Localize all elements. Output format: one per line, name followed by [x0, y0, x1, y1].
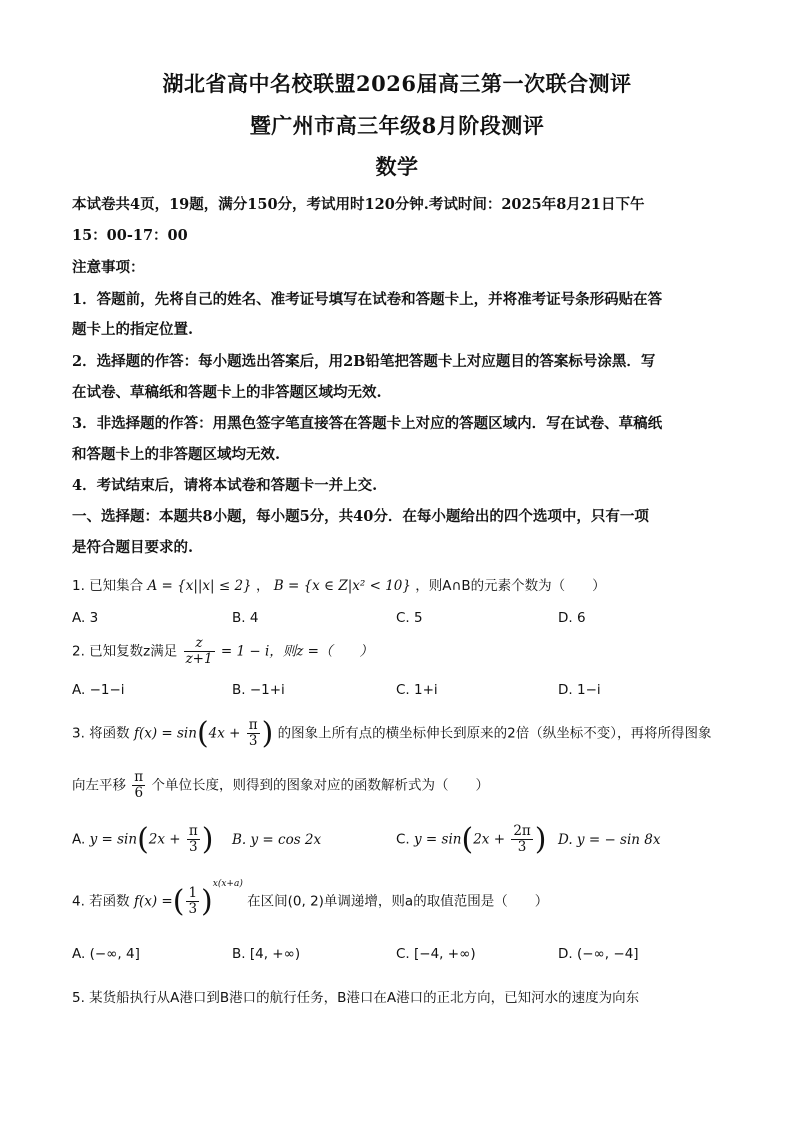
q3-option-c	[396, 822, 547, 857]
q4-option-b: B. [4, +∞)	[232, 946, 301, 962]
q2-numerator: z	[184, 636, 215, 652]
notice-3b: 和答题卡上的非答题区域均无效.	[72, 446, 281, 463]
intro-line-1: 本试卷共4页，19题，满分150分，考试用时120分钟.考试时间：2025年8月21日下午	[72, 196, 645, 213]
q3-pi-fraction	[247, 718, 260, 749]
q4-option-a: A. (−∞, 4]	[72, 946, 140, 962]
q3-line2b: 个单位长度，则得到的图象对应的函数解析式为（ ）	[151, 777, 489, 794]
q3-option-a-num: π	[188, 823, 198, 839]
q1-option-b: B. 4	[232, 610, 259, 626]
q4-base-fraction	[186, 886, 199, 917]
q3-prefix: 3. 将函数	[72, 725, 130, 742]
notice-1a: 1．答题前，先将自己的姓名、准考证号填写在试卷和答题卡上，并将准考证号条形码贴在答	[72, 291, 663, 308]
q3-option-c-arg: 2x +	[473, 831, 506, 848]
q3-open-paren: (	[196, 716, 209, 751]
question-5: 5. 某货船执行从A港口到B港口的航行任务，B港口在A港口的正北方向，已知河水的速度为向东	[72, 990, 640, 1006]
q3-option-a-den: 3	[189, 839, 198, 855]
notice-3a: 3．非选择题的作答：用黑色签字笔直接答在答题卡上对应的答题区域内．写在试卷、草稿纸	[72, 415, 663, 432]
q3-func: f(x) = sin	[133, 725, 197, 742]
q1-option-d: D. 6	[558, 610, 586, 626]
q3-option-b: B. y = cos 2x	[232, 832, 322, 848]
q3-option-c-open: (	[461, 822, 474, 857]
q3-option-d: D. y = − sin 8x	[558, 832, 661, 848]
q1-set-b: B = {x ∈ Z|x² < 10}	[273, 578, 411, 594]
notice-2b: 在试卷、草稿纸和答题卡上的非答题区域均无效.	[72, 384, 382, 401]
question-3	[72, 716, 712, 751]
q2-rhs: = 1 − i，则z =（ ）	[220, 643, 373, 660]
q3-option-c-label: C.	[396, 831, 410, 848]
q3-option-a	[72, 822, 213, 857]
q3-option-a-expr: y = sin	[89, 831, 138, 848]
q3-shift-den: 6	[134, 785, 144, 801]
q2-fraction	[184, 636, 215, 667]
q4-base-num: 1	[188, 885, 198, 901]
q2-option-b: B. −1+i	[232, 682, 285, 698]
q3-option-a-open: (	[137, 822, 149, 857]
exam-subtitle: 暨广州市高三年级8月阶段测评	[249, 113, 545, 138]
q4-base-den: 3	[188, 901, 198, 917]
question-4	[72, 879, 549, 919]
q1-option-c: C. 5	[396, 610, 423, 626]
q3-option-c-fraction	[511, 824, 532, 855]
q3-option-a-label: A.	[72, 831, 86, 848]
q3-option-c-den: 3	[517, 839, 527, 855]
q3-line2a: 向左平移	[72, 777, 126, 794]
q4-open-paren: (	[172, 884, 185, 919]
q1-suffix: ，则A∩B的元素个数为（ ）	[415, 578, 606, 594]
q3-suffix: 的图象上所有点的横坐标伸长到原来的2倍（纵坐标不变），再将所得图象	[277, 725, 712, 742]
notice-4: 4．考试结束后，请将本试卷和答题卡一并上交.	[72, 477, 378, 494]
q3-pi-num: π	[248, 717, 258, 733]
q1-prefix: 1. 已知集合	[72, 578, 144, 594]
q1-set-a: A = {x||x| ≤ 2}	[147, 578, 252, 594]
exam-title: 湖北省高中名校联盟2026届高三第一次联合测评	[162, 71, 632, 96]
q3-option-c-expr: y = sin	[414, 831, 462, 848]
question-1	[72, 574, 606, 594]
q4-prefix: 4. 若函数	[72, 893, 130, 910]
q3-pi-den: 3	[248, 733, 258, 749]
q3-arg: 4x +	[208, 725, 241, 742]
q3-shift-fraction	[132, 770, 145, 801]
section-1-heading-a: 一、选择题：本题共8小题，每小题5分，共40分．在每小题给出的四个选项中，只有一项	[72, 508, 649, 525]
q3-option-a-fraction	[187, 824, 200, 855]
q3-option-c-num: 2π	[513, 823, 531, 839]
q2-denominator: z+1	[185, 651, 213, 667]
subject-title: 数学	[375, 154, 419, 179]
q3-shift-num: π	[134, 769, 144, 785]
q3-close-paren: )	[261, 716, 274, 751]
question-3-line-2	[72, 770, 489, 801]
notice-1b: 题卡上的指定位置.	[72, 321, 194, 338]
section-1-heading-b: 是符合题目要求的.	[72, 539, 194, 556]
q4-option-c: C. [−4, +∞)	[396, 946, 476, 962]
q3-option-a-arg: 2x +	[148, 831, 181, 848]
q2-option-a: A. −1−i	[72, 682, 125, 698]
intro-line-2: 15：00-17：00	[72, 227, 188, 244]
notice-title: 注意事项：	[72, 259, 145, 276]
q4-option-d: D. (−∞, −4]	[558, 946, 639, 962]
q4-close-paren: )	[201, 884, 213, 919]
q2-prefix: 2. 已知复数z满足	[72, 643, 178, 660]
q3-option-c-close: )	[534, 822, 547, 857]
q3-option-a-close: )	[201, 822, 214, 857]
q2-option-d: D. 1−i	[558, 682, 601, 698]
q1-sep: ，	[255, 578, 270, 594]
q4-func: f(x) =	[133, 893, 173, 910]
q4-exponent: x(x+a)	[212, 879, 243, 889]
q4-suffix: 在区间(0, 2)单调递增，则a的取值范围是（ ）	[247, 893, 549, 910]
notice-2a: 2．选择题的作答：每小题选出答案后，用2B铅笔把答题卡上对应题目的答案标号涂黑．写	[72, 353, 656, 370]
q2-option-c: C. 1+i	[396, 682, 438, 698]
question-2	[72, 636, 373, 667]
q1-option-a: A. 3	[72, 610, 99, 626]
